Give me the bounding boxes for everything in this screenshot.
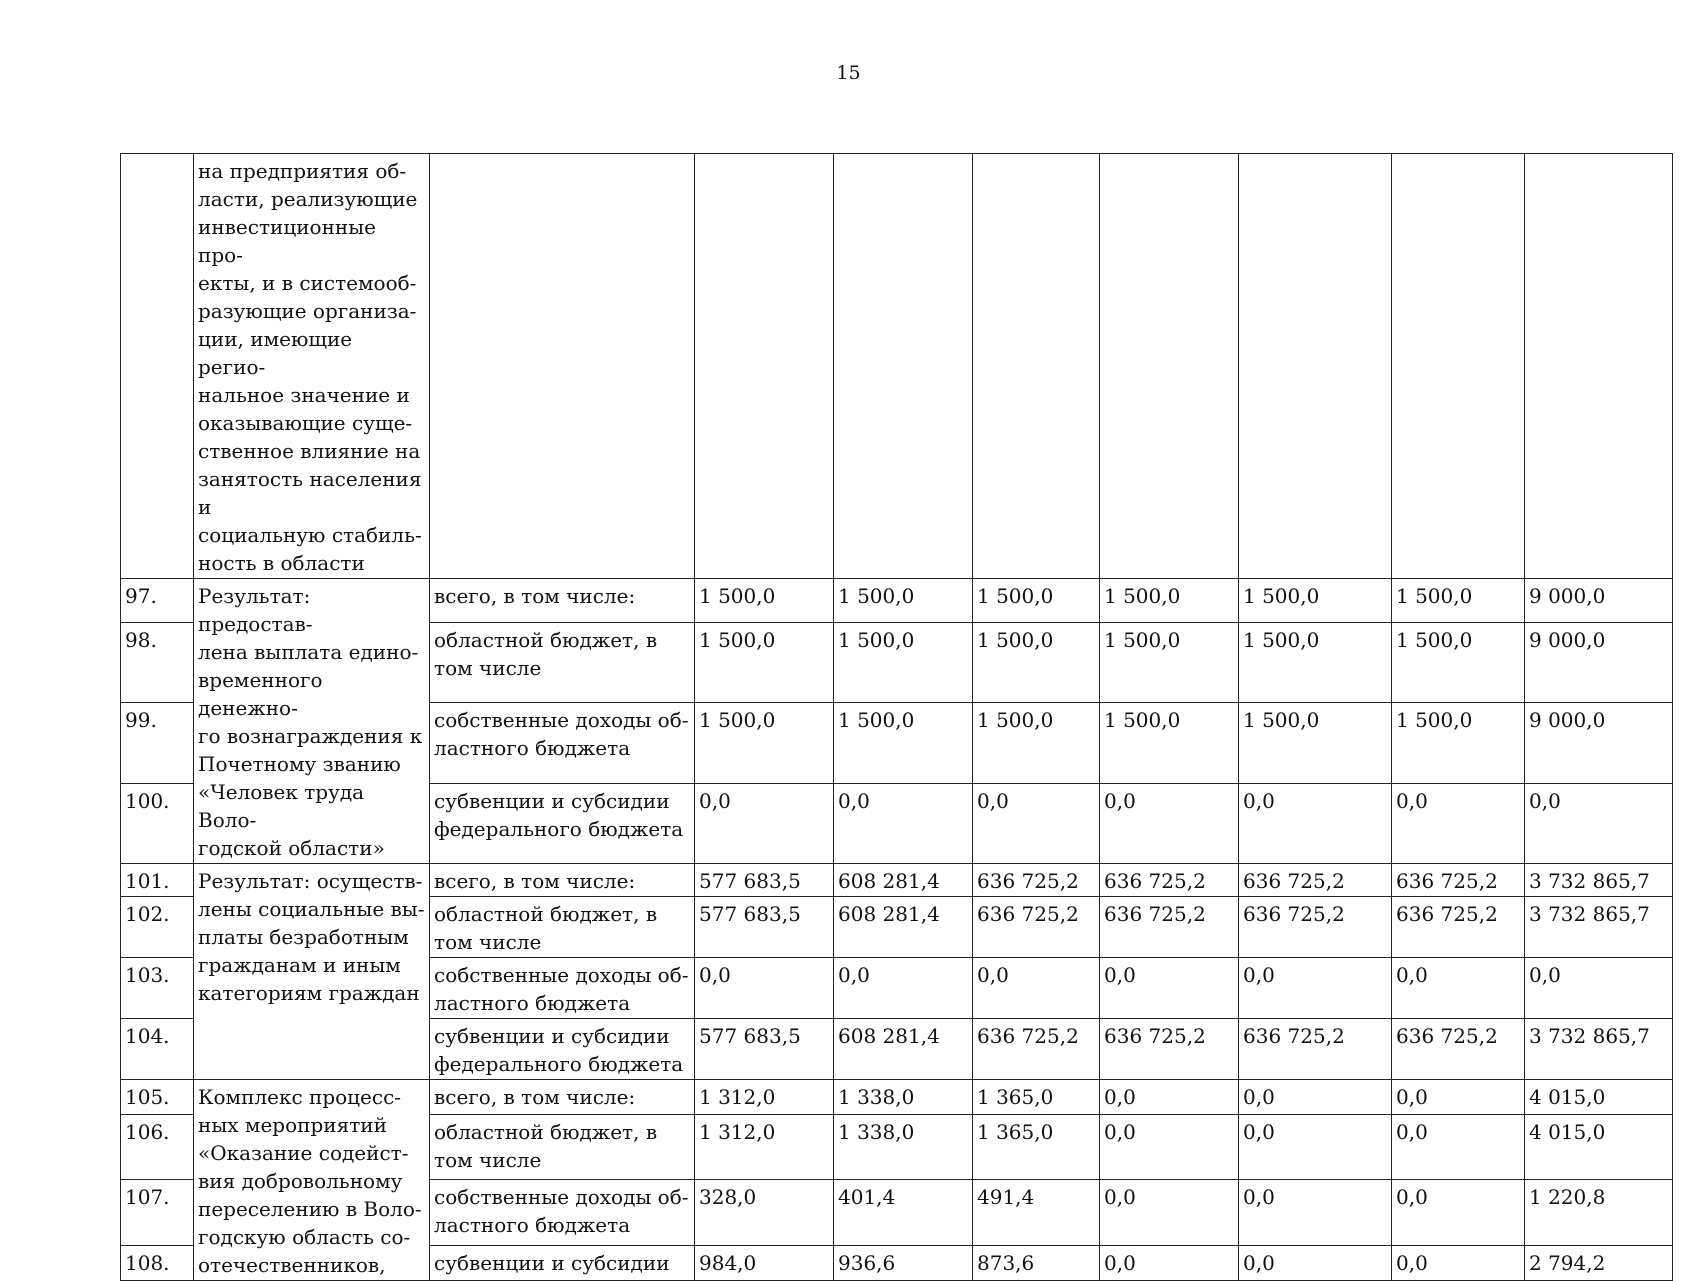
value-cell: 636 725,2 [1239,1019,1392,1080]
value-cell: 1 500,0 [1100,703,1239,783]
value-cell: 0,0 [1239,958,1392,1019]
source-cell: собственные доходы об- ластного бюджета [430,958,695,1019]
row-number-cell: 105. [121,1080,194,1115]
value-cell: 636 725,2 [973,864,1100,897]
table-row-continuation [121,154,1673,579]
value-cell [695,154,834,579]
value-cell: 1 500,0 [834,703,973,783]
value-cell: 1 500,0 [1100,579,1239,623]
value-cell: 1 500,0 [695,703,834,783]
value-cell: 1 312,0 [695,1115,834,1180]
value-cell: 1 312,0 [695,1080,834,1115]
row-number-cell: 102. [121,897,194,958]
value-cell: 0,0 [695,958,834,1019]
value-cell: 0,0 [695,783,834,864]
source-cell: областной бюджет, в том числе [430,897,695,958]
table-row [121,1080,1673,1115]
value-cell [973,154,1100,579]
value-cell: 0,0 [1392,783,1525,864]
value-cell: 0,0 [1392,1080,1525,1115]
table-row [121,579,1673,623]
value-cell: 1 500,0 [973,703,1100,783]
value-cell: 0,0 [973,958,1100,1019]
value-cell: 984,0 [695,1245,834,1280]
value-cell: 1 338,0 [834,1115,973,1180]
source-cell: субвенции и субсидии федерального бюджета [430,1019,695,1080]
value-cell: 1 500,0 [973,622,1100,702]
value-cell: 0,0 [1100,1245,1239,1280]
value-cell: 0,0 [1392,1180,1525,1245]
value-cell: 608 281,4 [834,864,973,897]
total-cell: 2 794,2 [1525,1245,1673,1280]
total-cell: 0,0 [1525,958,1673,1019]
value-cell: 0,0 [1100,1180,1239,1245]
budget-table [120,153,1673,1281]
value-cell: 0,0 [834,958,973,1019]
description-cell: Комплекс процесс- ных мероприятий «Оказание содейст- вия добровольному переселению в Воло- годскую область со- отечественников, [194,1080,430,1281]
value-cell: 0,0 [1392,1245,1525,1280]
value-cell: 1 500,0 [695,622,834,702]
value-cell: 1 500,0 [1239,622,1392,702]
budget-table-body [121,154,1673,1281]
value-cell: 1 500,0 [973,579,1100,623]
value-cell: 0,0 [1392,1115,1525,1180]
value-cell: 1 500,0 [1392,579,1525,623]
value-cell: 636 725,2 [1392,864,1525,897]
value-cell: 1 500,0 [834,579,973,623]
value-cell: 636 725,2 [973,1019,1100,1080]
value-cell: 1 500,0 [1100,622,1239,702]
source-cell: субвенции и субсидии федерального бюджета [430,783,695,864]
value-cell: 0,0 [1100,1080,1239,1115]
value-cell: 0,0 [1100,783,1239,864]
value-cell [834,154,973,579]
value-cell: 401,4 [834,1180,973,1245]
value-cell: 0,0 [1239,1180,1392,1245]
value-cell: 1 500,0 [695,579,834,623]
table-row [121,864,1673,897]
total-cell: 0,0 [1525,783,1673,864]
value-cell: 636 725,2 [1239,864,1392,897]
source-cell [430,154,695,579]
value-cell: 636 725,2 [1392,1019,1525,1080]
value-cell: 0,0 [1100,1115,1239,1180]
total-cell: 9 000,0 [1525,622,1673,702]
value-cell: 1 500,0 [1239,579,1392,623]
value-cell: 636 725,2 [1100,1019,1239,1080]
value-cell: 873,6 [973,1245,1100,1280]
value-cell: 328,0 [695,1180,834,1245]
total-cell: 3 732 865,7 [1525,897,1673,958]
value-cell [1239,154,1392,579]
value-cell: 1 500,0 [1392,703,1525,783]
value-cell: 1 500,0 [1392,622,1525,702]
value-cell: 1 365,0 [973,1115,1100,1180]
total-cell: 3 732 865,7 [1525,864,1673,897]
row-number-cell: 107. [121,1180,194,1245]
row-number-cell [121,154,194,579]
source-cell: всего, в том числе: [430,579,695,623]
total-cell: 4 015,0 [1525,1080,1673,1115]
value-cell: 0,0 [973,783,1100,864]
value-cell: 0,0 [1239,1115,1392,1180]
value-cell: 0,0 [1239,783,1392,864]
row-number-cell: 108. [121,1245,194,1280]
total-cell: 1 220,8 [1525,1180,1673,1245]
value-cell: 636 725,2 [973,897,1100,958]
value-cell: 577 683,5 [695,897,834,958]
description-cell: Результат: предостав- лена выплата едино- временного денежно- го вознаграждения к Почетному званию «Человек труда Воло- годской области» [194,579,430,864]
source-cell: собственные доходы об- ластного бюджета [430,1180,695,1245]
source-cell: собственные доходы об- ластного бюджета [430,703,695,783]
row-number-cell: 101. [121,864,194,897]
value-cell: 608 281,4 [834,897,973,958]
total-cell: 9 000,0 [1525,703,1673,783]
value-cell: 636 725,2 [1239,897,1392,958]
source-cell: субвенции и субсидии [430,1245,695,1280]
row-number-cell: 99. [121,703,194,783]
value-cell: 636 725,2 [1100,864,1239,897]
value-cell: 577 683,5 [695,1019,834,1080]
value-cell: 636 725,2 [1100,897,1239,958]
value-cell: 0,0 [1392,958,1525,1019]
value-cell: 608 281,4 [834,1019,973,1080]
row-number-cell: 97. [121,579,194,623]
value-cell [1525,154,1673,579]
total-cell: 4 015,0 [1525,1115,1673,1180]
description-cell: на предприятия об- ласти, реализующие инвестиционные про- екты, и в системооб- разующие организа- ции, имеющие регио- нальное значение и оказывающие суще- ственное влияние на занятость населения и социальную стабиль- ность в области [194,154,430,579]
total-cell: 9 000,0 [1525,579,1673,623]
row-number-cell: 104. [121,1019,194,1080]
source-cell: всего, в том числе: [430,1080,695,1115]
value-cell: 636 725,2 [1392,897,1525,958]
source-cell: всего, в том числе: [430,864,695,897]
source-cell: областной бюджет, в том числе [430,1115,695,1180]
source-cell: областной бюджет, в том числе [430,622,695,702]
value-cell: 1 338,0 [834,1080,973,1115]
row-number-cell: 98. [121,622,194,702]
value-cell: 1 500,0 [834,622,973,702]
value-cell: 936,6 [834,1245,973,1280]
value-cell: 491,4 [973,1180,1100,1245]
value-cell: 0,0 [1239,1245,1392,1280]
total-cell: 3 732 865,7 [1525,1019,1673,1080]
page-number: 15 [836,62,861,84]
value-cell: 0,0 [1100,958,1239,1019]
value-cell: 1 500,0 [1239,703,1392,783]
value-cell [1392,154,1525,579]
row-number-cell: 100. [121,783,194,864]
value-cell: 0,0 [834,783,973,864]
description-cell: Результат: осуществ- лены социальные вы- платы безработным гражданам и иным категориям граждан [194,864,430,1080]
row-number-cell: 103. [121,958,194,1019]
value-cell: 577 683,5 [695,864,834,897]
row-number-cell: 106. [121,1115,194,1180]
value-cell: 1 365,0 [973,1080,1100,1115]
value-cell: 0,0 [1239,1080,1392,1115]
value-cell [1100,154,1239,579]
